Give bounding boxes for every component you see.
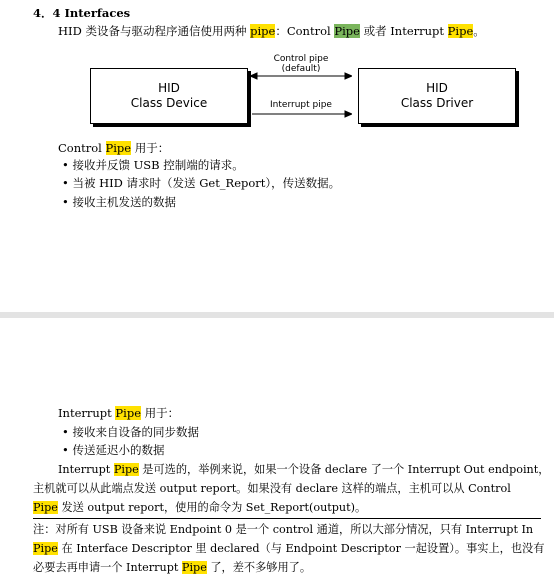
device-box-line1: HID <box>158 81 180 95</box>
list-item: • 接收并反馈 USB 控制端的请求。 <box>62 158 244 172</box>
note-divider <box>33 518 541 519</box>
paragraph-line: 主机就可以从此端点发送 output report。如果没有 declare 这样的端点，主机可以从 Control <box>33 482 511 495</box>
control-pipe-arrow <box>250 73 352 79</box>
list-item: • 传送延迟小的数据 <box>62 443 165 457</box>
para-l3-post: 发送 output report，使用的命令为 Set_Report(output)。 <box>57 501 367 514</box>
pipe-arrows <box>250 68 352 118</box>
list-item: • 接收主机发送的数据 <box>62 195 176 209</box>
note-line <box>33 541 544 556</box>
para-l1-pre: Interrupt <box>58 463 114 476</box>
para-l1-pipe-highlight: Pipe <box>113 463 139 476</box>
section-heading: 4．4 Interfaces <box>33 6 131 20</box>
control-title-post: 用于： <box>131 141 170 155</box>
intro-pipe-highlight-2: Pipe <box>334 24 360 38</box>
paragraph-line <box>58 462 549 477</box>
note-l3-post: 了，差不多够用了。 <box>206 561 312 574</box>
interrupt-pipe-label: Interrupt pipe <box>270 100 332 110</box>
control-title-pre: Control <box>58 141 106 155</box>
note-l2-pipe-highlight: Pipe <box>33 542 58 555</box>
control-pipe-uses-title <box>58 141 169 156</box>
note-line <box>33 560 311 575</box>
intro-pipe-highlight-1: pipe <box>250 24 276 38</box>
intro-pipe-highlight-3: Pipe <box>447 24 474 38</box>
paragraph-line <box>33 500 366 515</box>
intro-paragraph <box>58 24 485 39</box>
hid-class-device-box <box>90 68 248 124</box>
note-l2-post: 在 Interface Descriptor 里 declared（与 Endpoint Descriptor 一起设置）。事实上，也没有 <box>57 542 545 555</box>
note-l3-pre: 必要去再申请一个 Interrupt <box>33 561 182 574</box>
interrupt-pipe-uses-title <box>58 406 179 421</box>
control-title-pipe-highlight: Pipe <box>105 141 132 155</box>
intro-text-pre: HID 类设备与驱动程序通信使用两种 <box>58 24 251 38</box>
driver-box-line1: HID <box>426 81 448 95</box>
interrupt-title-pipe-highlight: Pipe <box>115 406 142 420</box>
document-page-2 <box>0 318 554 582</box>
intro-text-end: 。 <box>473 24 485 38</box>
device-box-line2: Class Device <box>130 96 208 110</box>
hid-class-driver-box <box>358 68 516 124</box>
control-pipe-label-line2: (default) <box>281 64 321 74</box>
interrupt-title-pre: Interrupt <box>58 406 116 420</box>
interrupt-pipe-arrow <box>252 111 352 117</box>
interrupt-title-post: 用于： <box>141 406 180 420</box>
para-l1-post: 是可选的，举例来说，如果一个设备 declare 了一个 Interrupt Out endpoint， <box>138 463 550 476</box>
note-line: 注：对所有 USB 设备来说 Endpoint 0 是一个 control 通道，所以大部分情况，只有 Interrupt In <box>33 523 534 536</box>
para-l3-pipe-highlight: Pipe <box>33 501 58 514</box>
list-item: • 当被 HID 请求时（发送 Get_Report），传送数据。 <box>62 176 341 190</box>
intro-text-mid2: 或者 Interrupt <box>359 24 448 38</box>
control-pipe-label-line1: Control pipe <box>273 54 329 64</box>
list-item: • 接收来自设备的同步数据 <box>62 425 199 439</box>
intro-text-mid1: ：Control <box>275 24 335 38</box>
driver-box-line2: Class Driver <box>400 96 474 110</box>
note-l3-pipe-highlight: Pipe <box>181 561 207 574</box>
